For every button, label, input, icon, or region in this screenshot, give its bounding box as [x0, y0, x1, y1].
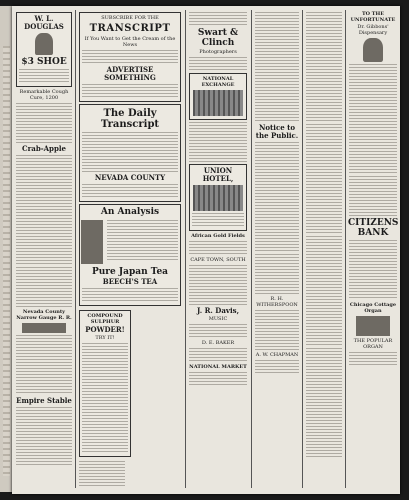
- figure-engraving: [81, 220, 103, 264]
- music-label: MUSIC: [208, 316, 228, 322]
- japan-tea-heading: Pure Japan Tea: [91, 267, 169, 277]
- advertise-text: [82, 84, 178, 98]
- compound-heading: COMPOUND SULPHUR: [87, 313, 123, 325]
- popular-heading: THE POPULAR ORGAN: [353, 338, 393, 350]
- col3-text-b: [189, 57, 247, 71]
- subscribe-box: [79, 12, 181, 102]
- sulphur-text: [82, 343, 128, 453]
- beeches-text: [82, 288, 178, 302]
- daily-title: The Daily Transcript: [100, 108, 160, 130]
- witherspoon-heading: R. H. WITHERSPOON: [256, 296, 298, 308]
- photographers-label: Photographers: [199, 49, 237, 55]
- col3-text-d: [189, 241, 247, 255]
- col2-lower-right: [78, 459, 126, 488]
- column-rule: [185, 10, 186, 488]
- chapman-heading: A. W. CHAPMAN: [255, 352, 299, 358]
- col6-text-d: [349, 352, 397, 366]
- col3-text-e: [189, 265, 247, 305]
- douglas-shoe: $3 SHOE: [21, 57, 67, 67]
- union-text: [192, 213, 244, 227]
- newspaper-page: [12, 6, 400, 494]
- col4-text-b: [255, 142, 299, 252]
- baker-heading: D. E. BAKER: [201, 340, 235, 346]
- union-heading: UNION HOTEL,: [202, 166, 234, 183]
- cape-heading: CAPE TOWN, SOUTH: [190, 257, 246, 263]
- column-1: [15, 10, 73, 488]
- col5-text-d: [306, 348, 342, 458]
- col1-text-b: [16, 155, 72, 265]
- gibbon-portrait: [363, 38, 383, 62]
- column-3: [188, 10, 248, 488]
- douglas-text: [19, 69, 69, 83]
- national-engraving: [193, 90, 243, 116]
- chicago-heading: Chicago Cottage Organ: [349, 302, 397, 314]
- nevada-county-text: [82, 184, 178, 198]
- nevada-county-heading: NEVADA COUNTY: [94, 173, 166, 182]
- column-2: [78, 10, 182, 488]
- column-rule: [345, 10, 346, 488]
- column-6: [348, 10, 398, 488]
- sulphur-ad: [79, 310, 131, 457]
- tea-ad: [79, 204, 181, 306]
- douglas-title: W. L. DOUGLAS: [24, 14, 64, 31]
- news-line: If You Want to Get the Cream of the News: [84, 36, 176, 48]
- organ-engraving: [356, 316, 390, 336]
- page-edge: [0, 6, 12, 492]
- column-rule: [75, 10, 76, 488]
- unfortunate-heading: TO THE UNFORTUNATE: [350, 11, 396, 23]
- col1-timetable: [16, 335, 72, 395]
- transcript-title: TRANSCRIPT: [89, 23, 171, 34]
- col6-text-c: [349, 240, 397, 300]
- col1-text-c: [16, 267, 72, 307]
- col5-text-c: [306, 236, 342, 346]
- col5-text-b: [306, 124, 342, 234]
- col4-text-a: [255, 12, 299, 122]
- beeches-heading: BEECH'S TEA: [102, 277, 158, 286]
- empire-heading: Empire Stable: [16, 396, 72, 405]
- binding-strip: [3, 46, 10, 476]
- davis-heading: J. R. Davis,: [196, 306, 240, 315]
- col4-text-d: [255, 310, 299, 350]
- col1-text-d: [16, 407, 72, 467]
- column-rule: [302, 10, 303, 488]
- union-engraving: [193, 185, 243, 211]
- market-heading: NATIONAL MARKET: [189, 364, 247, 370]
- col5-text-a: [306, 12, 342, 122]
- col2-text-e: [79, 461, 125, 488]
- try-it-label: TRY IT!: [95, 335, 115, 341]
- crabapple-heading: Crab-Apple: [22, 144, 66, 153]
- col6-text-b: [349, 176, 397, 216]
- col1-text-a: [16, 103, 72, 143]
- subscribe-text: [82, 50, 178, 64]
- col3-text-c: [189, 122, 247, 162]
- national-heading: NATIONAL EXCHANGE: [201, 76, 235, 88]
- col3-text-h: [189, 372, 247, 386]
- train-engraving: [22, 323, 66, 333]
- douglas-portrait: [35, 33, 53, 55]
- tea-text: [107, 220, 178, 260]
- subscribe-label: SUBSCRIBE FOR THE: [101, 15, 159, 21]
- col4-text-c: [255, 254, 299, 294]
- daily-text: [82, 132, 178, 172]
- citizens-heading: CITIZENS BANK: [348, 218, 398, 238]
- notice-heading: Notice to the Public.: [255, 123, 299, 140]
- analysis-heading: An Analysis: [100, 207, 160, 217]
- swart-heading: Swart & Clinch: [197, 28, 239, 48]
- african-heading: African Gold Fields: [191, 233, 245, 239]
- col3-text-a: [189, 12, 247, 26]
- col3-text-f: [189, 324, 247, 338]
- col3-text-g: [189, 348, 247, 362]
- column-5: [305, 10, 343, 488]
- column-rule: [251, 10, 252, 488]
- national-ad: [189, 73, 247, 120]
- daily-box: [79, 104, 181, 202]
- gibbon-heading: Dr. Gibbons' Dispensary: [357, 24, 389, 36]
- railroad-heading: Nevada County Narrow Gauge R. R.: [16, 309, 72, 321]
- remarks-heading: Remarkable Cough Cure, 1200: [19, 89, 69, 101]
- col4-text-e: [255, 360, 299, 374]
- douglas-ad: [16, 12, 72, 87]
- advertise-heading: ADVERTISE SOMETHING: [104, 65, 156, 82]
- column-4: [254, 10, 300, 488]
- union-ad: [189, 164, 247, 231]
- col6-text-a: [349, 64, 397, 174]
- powder-heading: POWDER!: [85, 325, 125, 334]
